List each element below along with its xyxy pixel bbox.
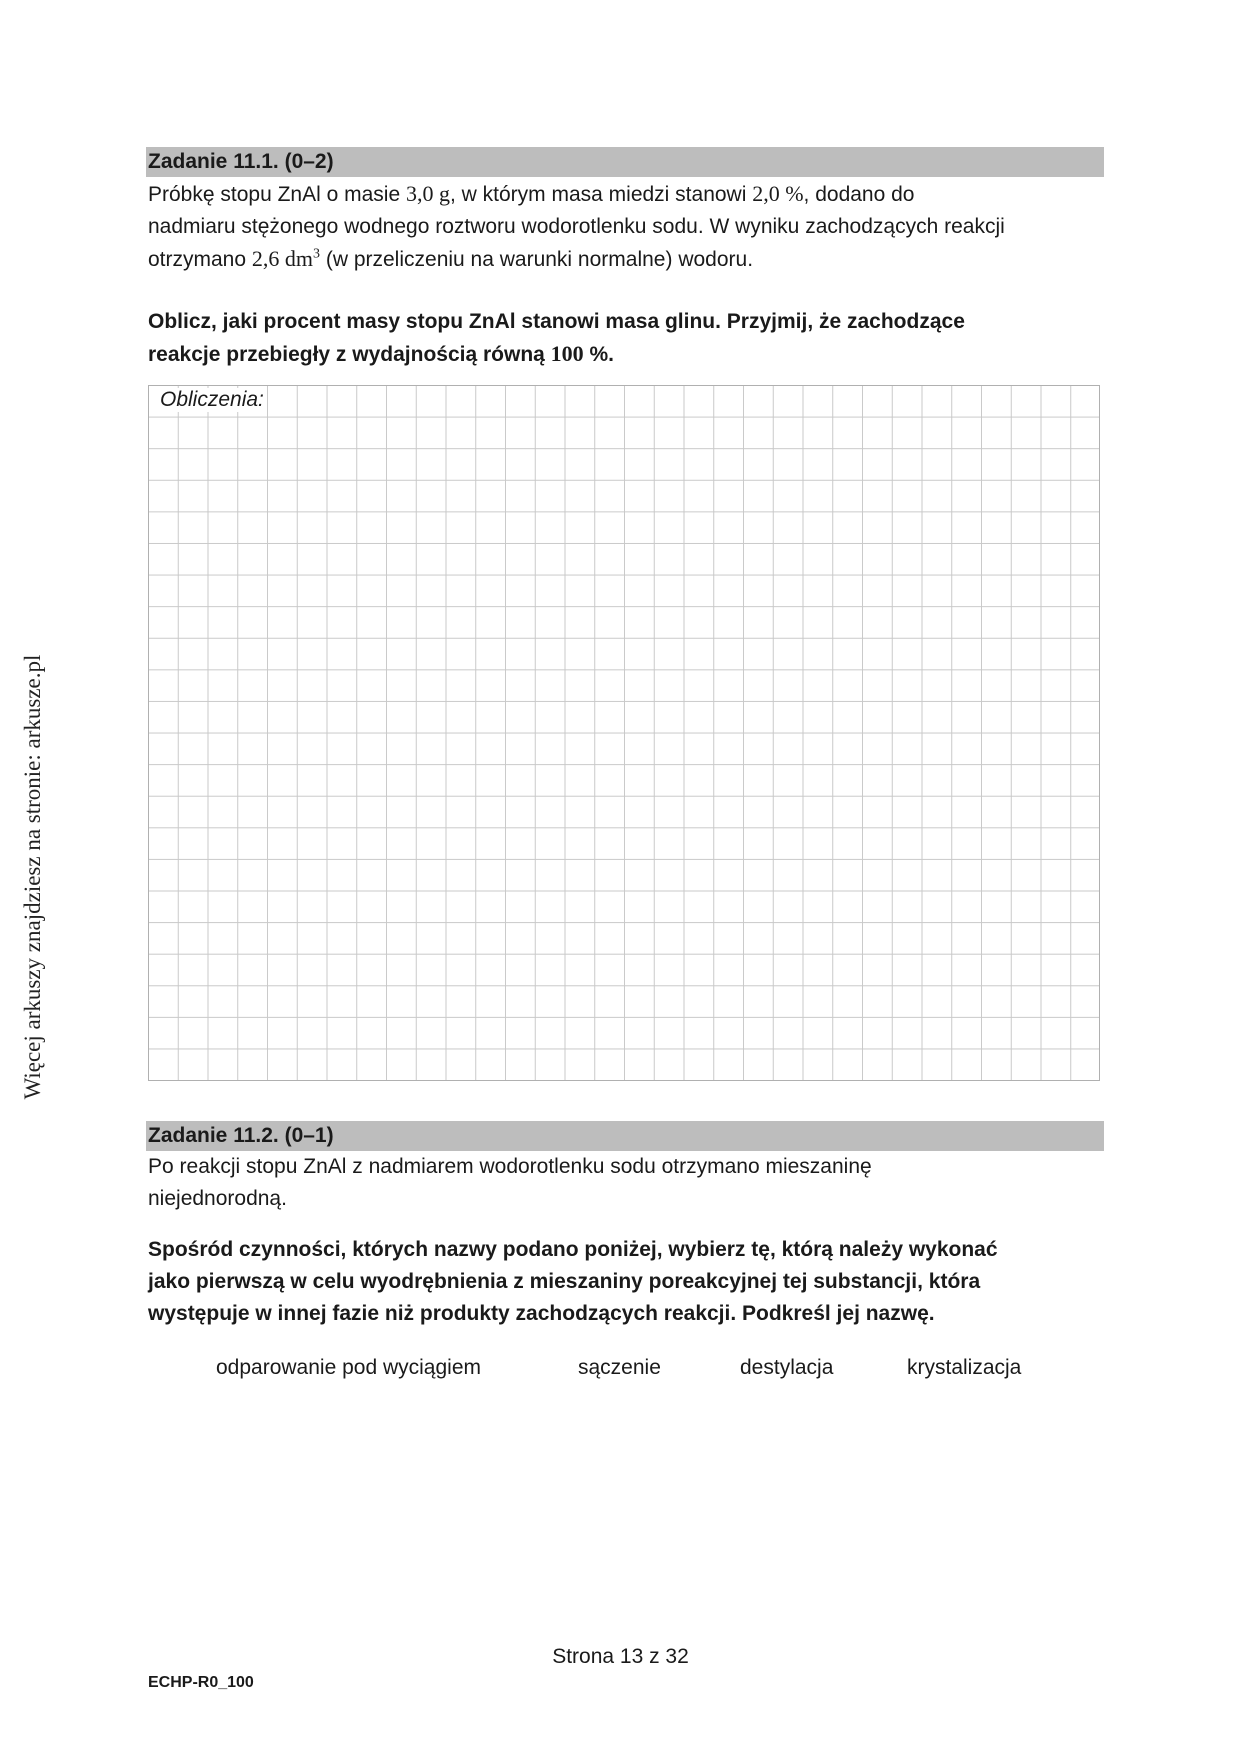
- exam-code: ECHP-R0_100: [148, 1674, 254, 1691]
- task-11-1-description: [148, 178, 1103, 276]
- task-11-1-line-2: nadmiaru stężonego wodnego roztworu wodorotlenku sodu. W wyniku zachodzących reakcji: [148, 215, 1005, 238]
- option-krystalizacja[interactable]: krystalizacja: [907, 1356, 1022, 1379]
- task-11-2-description: Po reakcji stopu ZnAl z nadmiarem wodorotlenku sodu otrzymano mieszaninę niejednorodną.: [148, 1155, 872, 1210]
- option-saczenie[interactable]: sączenie: [578, 1356, 661, 1379]
- task-11-2-header: Zadanie 11.2. (0–1): [146, 1121, 1104, 1151]
- task-11-1-line-1: Próbkę stopu ZnAl o masie 3,0 g, w którym masa miedzi stanowi 2,0 %, dodano do: [148, 181, 915, 206]
- task-11-1-instruction: Oblicz, jaki procent masy stopu ZnAl stanowi masa glinu. Przyjmij, że zachodzące reakcje przebiegły z wydajnością równą 100 %.: [148, 310, 965, 366]
- grid-label: Obliczenia:: [160, 388, 264, 411]
- task-11-2-instruction: Spośród czynności, których nazwy podano poniżej, wybierz tę, którą należy wykonać jako pierwszą w celu wyodrębnienia z mieszaniny poreakcyjnej tej substancji, która występuje w innej fazie niż produkty zachodzących reakcji. Podkreśl jej nazwę.: [148, 1238, 998, 1325]
- side-watermark-note: Więcej arkuszy znajdziesz na stronie: arkusze.pl: [20, 654, 45, 1100]
- task-11-1-line-3: otrzymano 2,6 $dm^3$ (w przeliczeniu na warunki normalne) wodoru.: [148, 246, 754, 271]
- option-odparowanie[interactable]: odparowanie pod wyciągiem: [216, 1356, 481, 1379]
- option-destylacja[interactable]: destylacja: [740, 1356, 834, 1379]
- calculation-grid[interactable]: [148, 385, 1100, 1081]
- task-11-1-header: Zadanie 11.1. (0–2): [146, 147, 1104, 177]
- page-number: Strona 13 z 32: [552, 1645, 689, 1668]
- answer-options: [0, 1356, 1241, 1386]
